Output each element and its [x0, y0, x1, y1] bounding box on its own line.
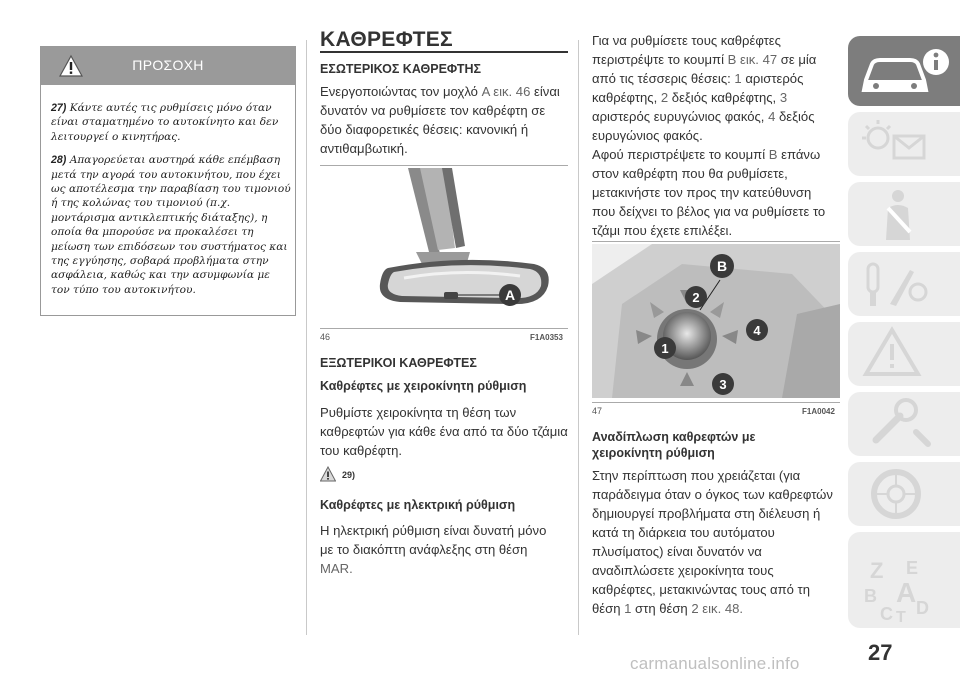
figure-reference: B εικ. 47	[727, 52, 778, 67]
watermark: carmanualsonline.info	[630, 654, 800, 673]
manual-adjust-heading: Καθρέφτες με χειροκίνητη ρύθμιση	[320, 379, 527, 393]
text-run: περιστρέψτε το κουμπί	[592, 52, 728, 67]
figure-label: 1	[661, 341, 669, 356]
alphabet-index-icon	[848, 532, 960, 628]
text-line	[592, 145, 832, 240]
tab-starting-driving[interactable]	[848, 252, 960, 316]
note-text: Κάντε αυτές τις ρυθμίσεις μόνο όταν είναι σταματημένο το αυτοκίνητο και δεν λειτουργεί ο κινητήρας.	[51, 102, 279, 143]
index-letter: T	[896, 609, 906, 626]
figure-bottom-rule	[592, 402, 840, 403]
figure-number: 46	[320, 332, 331, 342]
text-line: Για να ρυθμίσετε τους καθρέφτες	[592, 33, 781, 48]
text-run: Αφού περιστρέψετε το κουμπί	[592, 147, 769, 162]
electric-adjust-text	[320, 521, 560, 578]
interior-mirror-heading: ΕΣΩΤΕΡΙΚΟΣ ΚΑΘΡΕΦΤΗΣ	[320, 62, 481, 76]
exterior-mirrors-heading: ΕΞΩΤΕΡΙΚΟΙ ΚΑΘΡΕΦΤΕΣ	[320, 356, 477, 370]
tab-warning-lights[interactable]	[848, 112, 960, 176]
figure-bottom-rule	[320, 328, 568, 329]
note-number: 28)	[51, 154, 67, 167]
figure-reference: A εικ. 46	[481, 84, 531, 99]
warning-note-27	[51, 101, 291, 144]
folding-text	[592, 466, 834, 618]
figure-46-interior-mirror	[320, 168, 568, 324]
text-run: δεξιός καθρέφτης,	[668, 90, 780, 105]
text-run: από τις τέσσερις θέσεις:	[592, 71, 735, 86]
figure-47-mirror-selector	[592, 244, 840, 398]
index-letter: D	[916, 598, 929, 618]
text-run: Η ηλεκτρική ρύθμιση είναι δυνατή μόνο με το διακόπτη ανάφλεξης στη θέση	[320, 523, 547, 557]
tab-index[interactable]	[848, 532, 960, 628]
figure-top-rule	[592, 241, 840, 242]
folding-heading	[592, 429, 755, 461]
note-number: 29)	[342, 470, 356, 480]
figure-reference: 2 εικ. 48.	[691, 601, 744, 616]
position-reference: 3	[779, 90, 788, 105]
figure-label: 3	[719, 377, 727, 392]
text-run: στη θέση	[631, 601, 692, 616]
text-run: Στην περίπτωση που χρειάζεται (για παράδειγμα όταν ο όγκος των καθρεφτών δημιουργεί προβλήματα στη διέλευση ή κατά τη διάρκεια του αυτόματου πλυσίματος) είναι δυνατόν να αναδιπλώσετε χειροκίνητα τους καθρέφτες, μετακινώντας τους από τη θέση	[592, 468, 833, 616]
mirror-selector-instructions	[592, 31, 842, 240]
warning-box	[40, 46, 296, 316]
text-run: αριστερός ευρυγώνιος φακός,	[592, 109, 769, 124]
tab-emergency[interactable]	[848, 322, 960, 386]
car-info-icon	[848, 36, 960, 106]
text-run: αριστερός	[741, 71, 804, 86]
interior-mirror-text	[320, 82, 570, 158]
warning-lights-icon	[848, 112, 960, 176]
figure-top-rule	[320, 165, 568, 166]
note-number: 27)	[51, 102, 67, 114]
text-run: Ενεργοποιώντας τον μοχλό	[320, 84, 482, 99]
page-number: 27	[868, 640, 893, 665]
index-letter: E	[906, 558, 919, 578]
tab-technical-data[interactable]	[848, 462, 960, 526]
figure-label: A	[504, 287, 516, 303]
figure-label: B	[716, 258, 728, 274]
position-reference: 4	[768, 109, 776, 124]
tab-car-info[interactable]	[848, 36, 960, 106]
text-line	[592, 50, 842, 69]
note-text: Απαγορεύεται αυστηρά κάθε επέμβαση μετά την αγορά του αυτοκινήτου, που έχει ως αποτέλεσμα την παραβίαση του τιμονιού ή της κολώνας του τιμονιού (π.χ. μοντάρισμα αντικλεπτικής διάταξης), η οποία θα μπορούσε να προκαλέσει τη μείωση των επιδόσεων του συστήματος και της εγγύησης, σοβαρά προβλήματα στην ασφάλεια, καθώς και την ασυμφωνία με τον τύπο του αυτοκινήτου.	[51, 154, 291, 296]
title-rule	[320, 51, 568, 53]
text-line: ευρυγώνιος φακός.	[592, 128, 703, 143]
tab-safety[interactable]	[848, 182, 960, 246]
electric-adjust-heading: Καθρέφτες με ηλεκτρική ρύθμιση	[320, 498, 516, 512]
index-letter: Z	[870, 558, 884, 583]
seatbelt-icon	[848, 182, 960, 246]
text-run: είναι δυνατόν να ρυθμίσετε τον καθρέφτη σε δύο διαφορετικές θέσεις: κανονική ή αντιθαμβωτική.	[320, 84, 560, 156]
position-reference: 1	[734, 71, 742, 86]
text-line	[592, 88, 842, 107]
ignition-position: MAR.	[320, 561, 353, 576]
text-line	[592, 69, 842, 88]
knob-reference: B	[768, 147, 778, 162]
figure-code: F1A0353	[530, 333, 563, 342]
manual-adjust-text: Ρυθμίστε χειροκίνητα τη θέση των καθρεφτών για κάθε ένα από τα δύο τζάμια του καθρέφτη.	[320, 405, 568, 458]
position-reference: 1	[624, 601, 632, 616]
column-divider	[306, 40, 307, 635]
warning-title: ΠΡΟΣΟΧΗ	[132, 57, 204, 73]
column-divider	[578, 40, 579, 635]
warning-header	[41, 47, 295, 85]
wrench-icon	[848, 392, 960, 456]
heading-line: χειροκίνητη ρύθμιση	[592, 446, 715, 460]
key-icon	[848, 252, 960, 316]
index-letter: A	[896, 577, 917, 608]
warning-body	[51, 101, 291, 306]
section-title: ΚΑΘΡΕΦΤΕΣ	[320, 28, 453, 51]
warning-triangle-icon	[320, 466, 336, 482]
tab-maintenance[interactable]	[848, 392, 960, 456]
emergency-triangle-icon	[848, 322, 960, 386]
index-letter: B	[864, 586, 877, 606]
heading-line: Αναδίπλωση καθρεφτών με	[592, 430, 756, 444]
position-reference: 2	[660, 90, 669, 105]
figure-label: 4	[753, 323, 761, 338]
text-line	[592, 107, 842, 126]
figure-number: 47	[592, 406, 603, 416]
text-run: σε μία	[777, 52, 817, 67]
text-run: επάνω στον καθρέφτη που θα ρυθμίσετε, μετακινήστε τον προς την κατεύθυνση που δείχνει το βέλος για να ρυθμίσετε το τζάμι που έχετε επιλέξει.	[592, 147, 826, 238]
index-letter: C	[880, 604, 893, 624]
tyre-icon	[848, 462, 960, 526]
figure-code: F1A0042	[802, 407, 835, 416]
text-run: καθρέφτης,	[592, 90, 661, 105]
figure-label: 2	[692, 290, 700, 305]
text-run: δεξιός	[775, 109, 815, 124]
warning-note-28	[51, 153, 291, 297]
